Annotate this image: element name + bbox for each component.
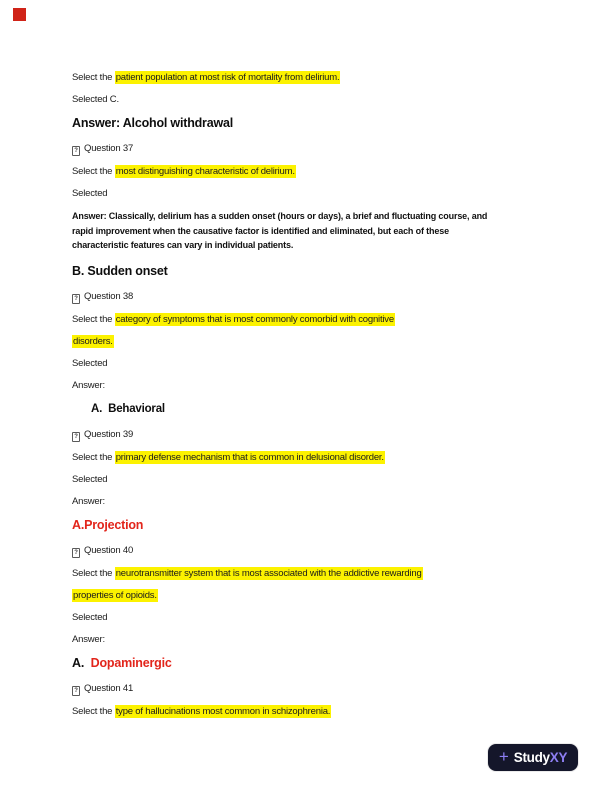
text-segment: Question 41 — [84, 682, 134, 694]
answer-paragraph-line: rapid improvement when the causative factor is identified and eliminated, but each of these — [72, 225, 449, 236]
text-segment: Select the — [72, 166, 115, 177]
highlighted-text: most distinguishing characteristic of delirium. — [115, 166, 295, 177]
text-segment: Dopaminergic — [90, 655, 172, 670]
highlighted-text: type of hallucinations most common in schizophrenia. — [115, 705, 331, 717]
studyxy-logo-badge — [488, 744, 578, 771]
missing-glyph-icon: ? — [72, 294, 80, 304]
question-prompt — [72, 451, 540, 464]
highlighted-text: properties of opioids. — [73, 589, 157, 601]
question-label — [72, 682, 540, 696]
question-label — [72, 290, 540, 304]
text-segment: Answer: Alcohol withdrawal — [72, 116, 234, 130]
missing-glyph-icon: ? — [72, 548, 80, 558]
text-segment: Selected C. — [72, 94, 119, 105]
answer-paragraph-line: Answer: Classically, delirium has a sudden onset (hours or days), a brief and fluctuating course, and — [72, 211, 488, 221]
highlighted-text: patient population at most risk of mortality from delirium. — [115, 72, 340, 83]
question-label — [72, 142, 540, 156]
plus-icon: + — [498, 747, 509, 766]
question-prompt-continued — [72, 589, 540, 602]
text-segment: Selected — [72, 473, 108, 485]
selected-status — [72, 357, 540, 370]
text-segment: Question 39 — [84, 428, 134, 440]
text-segment: Select the — [72, 72, 115, 83]
text-segment: Question 40 — [84, 544, 134, 556]
document-content — [72, 71, 540, 727]
selected-status — [72, 93, 540, 106]
question-prompt — [72, 567, 540, 580]
studyxy-logo-xy-text: XY — [549, 750, 568, 765]
question-prompt — [72, 705, 540, 718]
question-label — [72, 544, 540, 558]
answer-label — [72, 633, 540, 646]
answer-paragraph-line: characteristic features can vary in individual patients. — [72, 240, 294, 250]
highlighted-text: disorders. — [73, 335, 113, 347]
text-segment: Question 37 — [84, 143, 134, 154]
text-segment: Answer: — [72, 379, 105, 391]
answer-heading — [72, 517, 540, 534]
studyxy-logo-study-text: Study — [513, 750, 550, 765]
question-prompt — [72, 165, 540, 178]
text-segment: Select the — [72, 313, 115, 325]
missing-glyph-icon: ? — [72, 686, 80, 696]
answer-heading — [72, 263, 540, 280]
selected-status — [72, 473, 540, 486]
text-segment: Select the — [72, 705, 115, 717]
answer-paragraph — [72, 209, 540, 253]
text-segment: Select the — [72, 567, 115, 579]
question-prompt-continued — [72, 335, 540, 348]
question-prompt — [72, 313, 540, 326]
text-segment: Answer: — [72, 495, 105, 507]
text-segment: Selected — [72, 611, 108, 623]
text-segment: Answer: — [72, 633, 105, 645]
missing-glyph-icon: ? — [72, 432, 80, 442]
answer-label — [72, 379, 540, 392]
selected-status — [72, 187, 540, 200]
text-segment: Selected — [72, 188, 108, 199]
answer-heading — [72, 401, 540, 417]
highlighted-text: neurotransmitter system that is most associated with the addictive rewarding — [115, 567, 422, 579]
answer-heading — [72, 115, 540, 132]
answer-label — [72, 495, 540, 508]
text-segment: A. — [72, 655, 91, 670]
text-segment: B. Sudden onset — [72, 263, 168, 278]
question-label — [72, 428, 540, 442]
text-segment: Select the — [72, 451, 115, 463]
text-segment: A.Projection — [72, 517, 144, 532]
selected-status — [72, 611, 540, 624]
corner-marker — [13, 8, 26, 21]
text-segment: Question 38 — [84, 290, 134, 302]
text-segment: A. Behavioral — [91, 402, 165, 415]
answer-heading — [72, 655, 540, 672]
highlighted-text: primary defense mechanism that is common in delusional disorder. — [115, 451, 384, 463]
missing-glyph-icon: ? — [72, 146, 80, 156]
highlighted-text: category of symptoms that is most commonly comorbid with cognitive — [115, 313, 394, 325]
text-segment: Selected — [72, 357, 108, 369]
question-prompt — [72, 71, 540, 84]
